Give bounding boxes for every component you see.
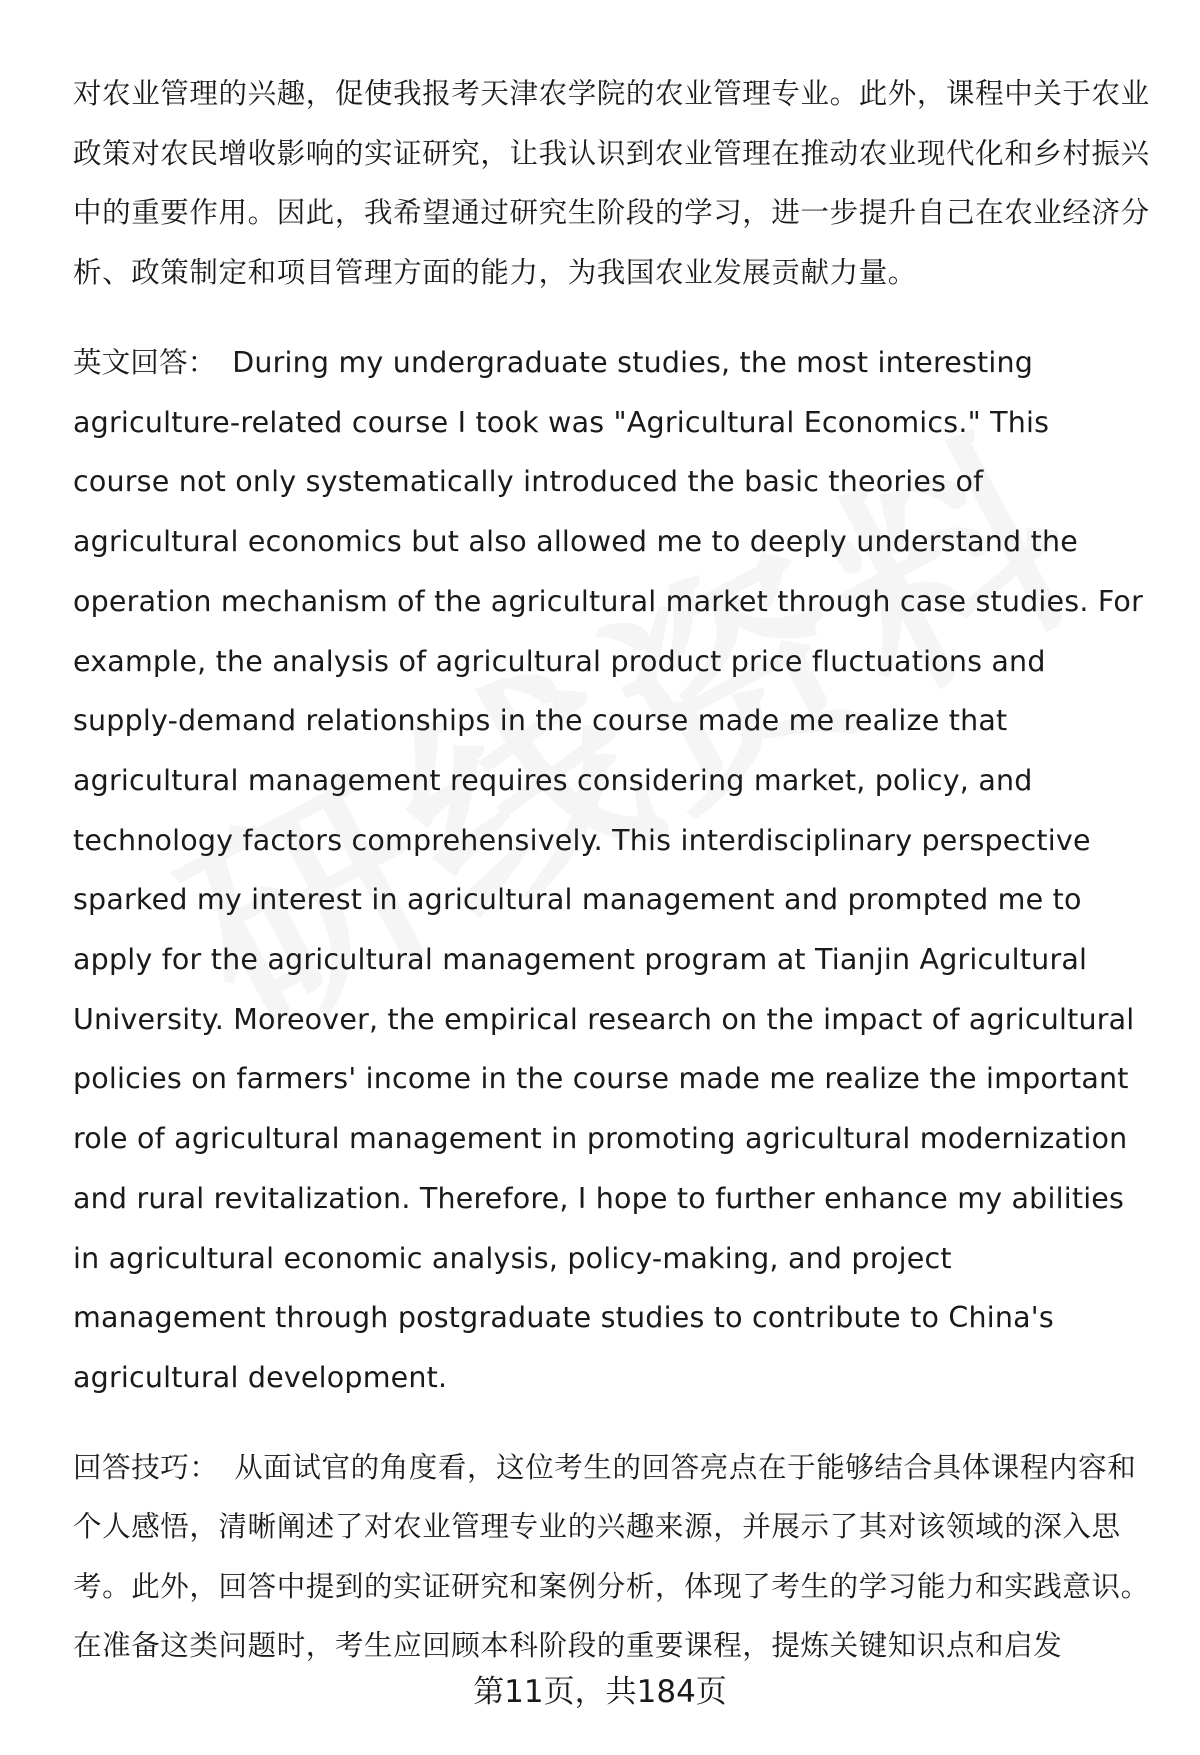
english-answer-paragraph xyxy=(73,333,1153,1408)
answer-tips-label: 回答技巧： xyxy=(73,1450,219,1484)
english-answer-label: 英文回答： xyxy=(73,346,217,379)
answer-tips-text: 从面试官的角度看，这位考生的回答亮点在于能够结合具体课程内容和个人感悟，清晰阐述了对农业管理专业的兴趣来源，并展示了其对该领域的深入思考。此外，回答中提到的实证研究和案例分析，体现了考生的学习能力和实践意识。在准备这类问题时，考生应回顾本科阶段的重要课程，提炼关键知识点和启发 xyxy=(73,1450,1150,1663)
page-indicator: 第11页，共184页 xyxy=(473,1674,727,1710)
english-answer-text: During my undergraduate studies, the most interesting agriculture-related course I took was "Agricultural Economics." This course not only systematically introduced the basic theories of agricultural economics but also allowed me to deeply understand the operation mechanism of the agricultural market through case studies. For example, the analysis of agricultural product price fluctuations and supply-demand relationships in the course made me realize that agricultural management requires considering market, policy, and technology factors comprehensively. This interdisciplinary perspective sparked my interest in agricultural management and prompted me to apply for the agricultural management program at Tianjin Agricultural University. Moreover, the empirical research on the impact of agricultural policies on farmers' income in the course made me realize the important role of agricultural management in promoting agricultural modernization and rural revitalization. Therefore, I hope to further enhance my abilities in agricultural economic analysis, policy-making, and project management through postgraduate studies to contribute to China's agricultural development. xyxy=(73,346,1143,1394)
answer-tips-paragraph xyxy=(73,1438,1153,1676)
paragraph-cn-continued: 对农业管理的兴趣，促使我报考天津农学院的农业管理专业。此外，课程中关于农业政策对农民增收影响的实证研究，让我认识到农业管理在推动农业现代化和乡村振兴中的重要作用。因此，我希望通过研究生阶段的学习，进一步提升自己在农业经济分析、政策制定和项目管理方面的能力，为我国农业发展贡献力量。 xyxy=(73,77,1150,289)
paragraph-gap xyxy=(73,1408,1153,1438)
document-body xyxy=(73,64,1153,1676)
paragraph-gap xyxy=(73,302,1153,333)
